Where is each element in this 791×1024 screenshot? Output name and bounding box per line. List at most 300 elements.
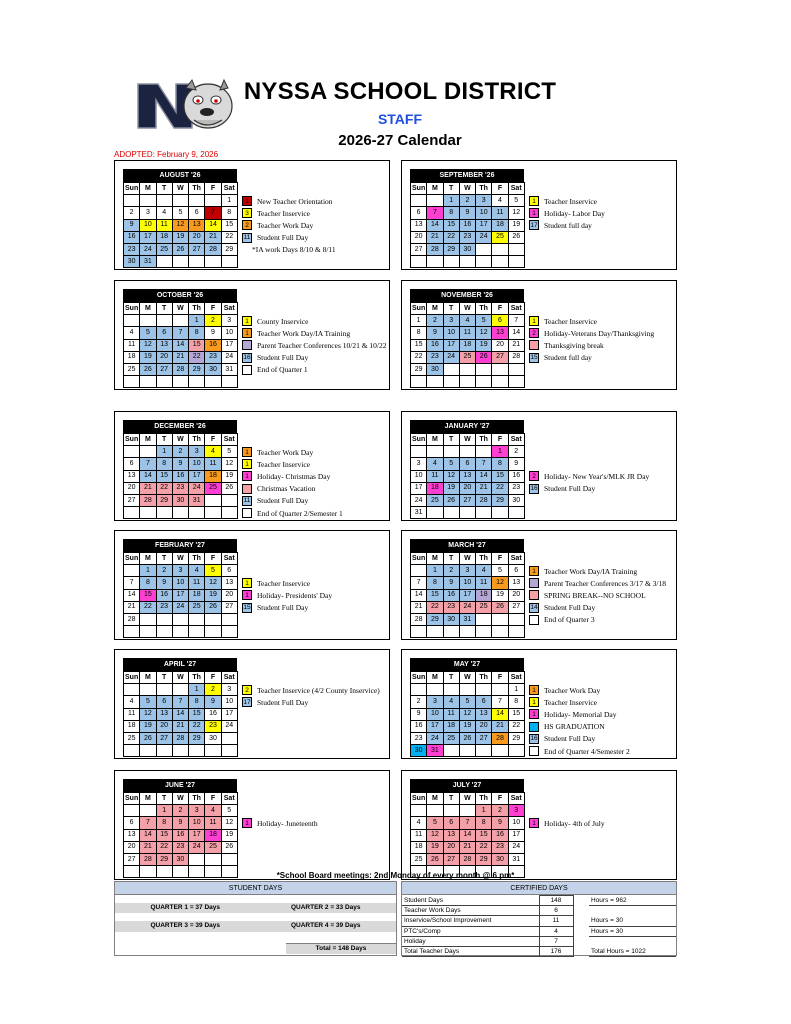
legend-swatch [529, 806, 534, 816]
calendar-day [411, 805, 427, 817]
legend-swatch [242, 340, 252, 350]
legend-swatch: 1 [242, 328, 252, 338]
calendar-day [492, 256, 508, 268]
calendar-day [459, 745, 475, 757]
calendar-day [443, 745, 459, 757]
calendar-day: 3 [221, 315, 237, 327]
calendar-day: 11 [205, 458, 221, 470]
calendar-day: 27 [124, 494, 140, 506]
calendar-day: 11 [156, 219, 172, 231]
calendar-day: 28 [205, 243, 221, 255]
legend-item [529, 458, 674, 470]
calendar-day: 3 [476, 195, 492, 207]
calendar-day [156, 256, 172, 268]
calendar-day: 18 [427, 482, 443, 494]
weekday-header: Sat [221, 183, 237, 195]
calendar-day: 29 [156, 853, 172, 865]
staff-subtitle: STAFF [377, 111, 423, 127]
calendar-day [508, 507, 524, 519]
calendar-day: 25 [205, 841, 221, 853]
calendar-day: 9 [508, 458, 524, 470]
calendar-day: 18 [156, 231, 172, 243]
calendar-day: 18 [459, 339, 475, 351]
month-title: OCTOBER '26 [123, 289, 237, 302]
certified-label: Inservice/School Improvement [402, 916, 539, 926]
calendar-day: 17 [427, 720, 443, 732]
calendar-day: 1 [221, 195, 237, 207]
calendar-day: 5 [443, 458, 459, 470]
certified-row [402, 916, 676, 926]
calendar-day: 14 [459, 829, 475, 841]
calendar-day: 9 [459, 207, 475, 219]
legend-item [529, 614, 674, 626]
weekday-header: Sun [124, 183, 140, 195]
calendar-day: 9 [124, 219, 140, 231]
calendar-day [140, 195, 156, 207]
calendar-day: 13 [411, 219, 427, 231]
calendar-day: 18 [411, 841, 427, 853]
calendar-day [492, 507, 508, 519]
calendar-day: 30 [459, 243, 475, 255]
month-calendar [123, 792, 238, 878]
calendar-day: 11 [459, 327, 475, 339]
calendar-day: 15 [492, 470, 508, 482]
weekday-header: Th [476, 553, 492, 565]
calendar-day [172, 626, 188, 638]
calendar-day [221, 256, 237, 268]
legend-label: Teacher Work Day/IA Training [257, 328, 351, 338]
calendar-day: 16 [205, 708, 221, 720]
weekday-header: Th [476, 793, 492, 805]
calendar-day: 14 [411, 589, 427, 601]
weekday-header: Th [189, 793, 205, 805]
calendar-day: 26 [492, 601, 508, 613]
calendar-day: 10 [459, 577, 475, 589]
month-legend [242, 565, 387, 614]
calendar-day [508, 256, 524, 268]
calendar-day: 14 [140, 470, 156, 482]
calendar-day [459, 256, 475, 268]
calendar-day: 13 [124, 470, 140, 482]
weekday-header: Sun [124, 672, 140, 684]
calendar-day: 3 [427, 696, 443, 708]
legend-label: SPRING BREAK--NO SCHOOL [544, 590, 646, 600]
calendar-day: 24 [189, 841, 205, 853]
calendar-day: 19 [172, 231, 188, 243]
legend-item [242, 232, 387, 244]
weekday-header: F [205, 303, 221, 315]
month-calendar [123, 182, 238, 268]
calendar-day: 28 [492, 732, 508, 744]
legend-swatch: 1 [529, 566, 539, 576]
calendar-day: 25 [427, 494, 443, 506]
legend-swatch: 1 [529, 208, 539, 218]
legend-item [242, 507, 387, 519]
calendar-day: 26 [443, 494, 459, 506]
weekday-header: F [205, 672, 221, 684]
legend-swatch: 1 [529, 818, 539, 828]
legend-label: Student Full Day [257, 697, 309, 707]
calendar-day: 25 [205, 482, 221, 494]
calendar-day: 13 [221, 577, 237, 589]
month-title: JUNE '27 [123, 779, 237, 792]
calendar-day: 19 [221, 470, 237, 482]
calendar-day: 30 [205, 732, 221, 744]
month-calendar [410, 671, 525, 757]
calendar-day: 3 [189, 446, 205, 458]
calendar-day [508, 626, 524, 638]
calendar-day: 2 [172, 805, 188, 817]
weekday-header: Sat [508, 303, 524, 315]
calendar-day: 12 [140, 339, 156, 351]
weekday-header: W [172, 434, 188, 446]
quarter-4: QUARTER 4 = 39 Days [290, 922, 361, 930]
calendar-day: 19 [508, 219, 524, 231]
calendar-day [124, 565, 140, 577]
calendar-day: 12 [172, 219, 188, 231]
calendar-day: 5 [427, 817, 443, 829]
calendar-day: 8 [427, 577, 443, 589]
calendar-day: 7 [172, 696, 188, 708]
calendar-day [172, 195, 188, 207]
calendar-day: 5 [221, 805, 237, 817]
calendar-day: 10 [411, 470, 427, 482]
calendar-day [492, 613, 508, 625]
month-panel [114, 649, 390, 759]
month-title: AUGUST '26 [123, 169, 237, 182]
calendar-day [156, 613, 172, 625]
calendar-day: 22 [427, 601, 443, 613]
calendar-day: 20 [476, 720, 492, 732]
legend-swatch: 16 [243, 354, 251, 362]
legend-item [242, 696, 387, 708]
legend-item [242, 352, 387, 364]
calendar-day [492, 745, 508, 757]
calendar-day: 20 [189, 231, 205, 243]
calendar-day [476, 507, 492, 519]
weekday-header: T [443, 793, 459, 805]
weekday-header: Th [189, 183, 205, 195]
calendar-day [172, 256, 188, 268]
month-legend [242, 446, 387, 519]
calendar-day: 7 [140, 458, 156, 470]
calendar-day: 28 [172, 363, 188, 375]
calendar-day: 2 [172, 446, 188, 458]
calendar-day: 31 [411, 507, 427, 519]
calendar-day: 19 [205, 589, 221, 601]
calendar-day: 6 [156, 696, 172, 708]
calendar-day: 24 [140, 243, 156, 255]
calendar-day: 19 [492, 589, 508, 601]
calendar-day: 16 [443, 589, 459, 601]
legend-item [529, 315, 674, 327]
legend-swatch: 2 [529, 471, 539, 481]
weekday-header: T [443, 303, 459, 315]
calendar-year-title: 2026-27 Calendar [338, 132, 462, 149]
legend-swatch: 14 [530, 604, 538, 612]
calendar-day: 21 [140, 482, 156, 494]
calendar-day: 30 [427, 363, 443, 375]
calendar-day: 10 [508, 817, 524, 829]
certified-hours: Total Hours = 1022 [589, 946, 676, 956]
calendar-day: 11 [492, 207, 508, 219]
calendar-day: 29 [221, 243, 237, 255]
certified-row [402, 946, 676, 956]
month-title: MARCH '27 [410, 539, 524, 552]
calendar-day: 1 [508, 684, 524, 696]
legend-label: Parent Teacher Conferences 3/17 & 3/18 [544, 578, 667, 588]
calendar-day: 16 [124, 231, 140, 243]
calendar-day: 6 [411, 207, 427, 219]
legend-item [242, 315, 387, 327]
calendar-day: 23 [427, 351, 443, 363]
calendar-day: 1 [476, 805, 492, 817]
legend-label: Teacher Work Day [544, 685, 601, 695]
calendar-day [156, 507, 172, 519]
calendar-day: 31 [140, 256, 156, 268]
calendar-day: 18 [205, 470, 221, 482]
calendar-day: 22 [189, 351, 205, 363]
calendar-day: 25 [443, 732, 459, 744]
calendar-day: 9 [172, 458, 188, 470]
calendar-day: 26 [476, 351, 492, 363]
weekday-header: T [156, 303, 172, 315]
legend-swatch [242, 245, 247, 255]
weekday-header: M [140, 672, 156, 684]
calendar-day: 11 [124, 708, 140, 720]
calendar-day: 21 [427, 231, 443, 243]
weekday-header: T [443, 553, 459, 565]
calendar-day: 24 [427, 732, 443, 744]
weekday-header: Th [476, 303, 492, 315]
legend-label: End of Quarter 3 [544, 615, 595, 625]
student-days-total: Total = 148 Days [286, 943, 396, 954]
calendar-day: 6 [508, 565, 524, 577]
calendar-day: 22 [492, 482, 508, 494]
calendar-day [427, 256, 443, 268]
calendar-day: 13 [459, 470, 475, 482]
calendar-day: 4 [156, 207, 172, 219]
legend-label: Student Full Day [544, 734, 596, 744]
calendar-day: 5 [140, 696, 156, 708]
legend-item [529, 219, 674, 231]
calendar-day: 25 [492, 231, 508, 243]
calendar-day [124, 195, 140, 207]
calendar-day: 14 [508, 327, 524, 339]
legend-label: Student full day [544, 353, 592, 363]
calendar-day [156, 376, 172, 388]
calendar-day [205, 376, 221, 388]
weekday-header: M [427, 183, 443, 195]
calendar-day [476, 363, 492, 375]
calendar-day: 19 [221, 829, 237, 841]
calendar-day: 29 [476, 853, 492, 865]
calendar-day: 25 [124, 363, 140, 375]
weekday-header: Sat [221, 672, 237, 684]
calendar-day [124, 315, 140, 327]
legend-label: Holiday- Christmas Day [257, 471, 331, 481]
calendar-day [189, 507, 205, 519]
calendar-day [427, 195, 443, 207]
weekday-header: M [140, 434, 156, 446]
calendar-day: 20 [443, 841, 459, 853]
calendar-day: 12 [221, 458, 237, 470]
calendar-day: 21 [411, 601, 427, 613]
quarter-3: QUARTER 3 = 39 Days [150, 922, 221, 930]
calendar-day: 12 [492, 577, 508, 589]
legend-swatch: 1 [242, 578, 252, 588]
weekday-header: T [443, 183, 459, 195]
calendar-day: 13 [508, 577, 524, 589]
weekday-header: W [172, 553, 188, 565]
legend-label: Teacher Inservice [544, 316, 597, 326]
calendar-day [156, 745, 172, 757]
calendar-day: 7 [427, 207, 443, 219]
weekday-header: M [427, 672, 443, 684]
legend-label: Holiday- New Year's/MLK JR Day [544, 471, 650, 481]
certified-hours: Hours = 30 [589, 926, 676, 936]
calendar-day: 13 [156, 708, 172, 720]
legend-label: Teacher Inservice [544, 196, 597, 206]
calendar-day: 21 [476, 482, 492, 494]
calendar-day [172, 684, 188, 696]
weekday-header: F [492, 434, 508, 446]
legend-label: Student Full Day [544, 603, 596, 613]
calendar-day [221, 853, 237, 865]
weekday-header: Sat [508, 434, 524, 446]
calendar-day: 15 [140, 589, 156, 601]
calendar-day [189, 195, 205, 207]
calendar-day [124, 745, 140, 757]
certified-label: Holiday [402, 936, 539, 946]
calendar-day: 4 [476, 565, 492, 577]
calendar-day [476, 256, 492, 268]
calendar-day [189, 853, 205, 865]
calendar-day: 22 [156, 482, 172, 494]
certified-label: Student Days [402, 896, 539, 906]
student-days-heading: STUDENT DAYS [115, 882, 396, 895]
legend-item [529, 352, 674, 364]
legend-swatch [529, 340, 539, 350]
certified-label: Total Teacher Days [402, 946, 539, 956]
calendar-day: 2 [492, 805, 508, 817]
certified-label: PTC's/Comp [402, 926, 539, 936]
calendar-day [427, 805, 443, 817]
calendar-day: 17 [443, 339, 459, 351]
calendar-day: 25 [459, 351, 475, 363]
legend-label: End of Quarter 1 [257, 365, 308, 375]
calendar-day: 16 [205, 339, 221, 351]
legend-item [529, 721, 674, 733]
weekday-header: W [172, 793, 188, 805]
month-legend [242, 805, 387, 829]
month-title: APRIL '27 [123, 658, 237, 671]
calendar-day: 29 [189, 363, 205, 375]
calendar-day: 18 [443, 720, 459, 732]
legend-swatch: 16 [530, 485, 538, 493]
legend-swatch [529, 746, 539, 756]
calendar-day: 9 [156, 577, 172, 589]
calendar-day: 26 [221, 482, 237, 494]
legend-item [242, 364, 387, 376]
calendar-day: 5 [508, 195, 524, 207]
calendar-day [411, 626, 427, 638]
calendar-day: 27 [476, 732, 492, 744]
calendar-day [156, 626, 172, 638]
weekday-header: T [156, 434, 172, 446]
calendar-day [140, 684, 156, 696]
calendar-day: 1 [156, 805, 172, 817]
calendar-day [189, 626, 205, 638]
calendar-day: 17 [476, 219, 492, 231]
month-legend [529, 684, 674, 757]
calendar-day: 16 [492, 829, 508, 841]
calendar-day: 28 [124, 613, 140, 625]
legend-item [529, 483, 674, 495]
calendar-day: 23 [492, 841, 508, 853]
calendar-day: 6 [189, 207, 205, 219]
calendar-day: 24 [189, 482, 205, 494]
calendar-day: 1 [427, 565, 443, 577]
legend-item [529, 565, 674, 577]
legend-label: New Teacher Orientation [257, 196, 333, 206]
legend-item [242, 577, 387, 589]
calendar-day [508, 376, 524, 388]
calendar-day: 22 [508, 720, 524, 732]
weekday-header: F [492, 553, 508, 565]
legend-swatch: 1 [242, 196, 252, 206]
calendar-day [427, 684, 443, 696]
legend-label: Parent Teacher Conferences 10/21 & 10/22 [257, 340, 387, 350]
legend-item [242, 483, 387, 495]
calendar-day [172, 745, 188, 757]
calendar-day: 4 [427, 458, 443, 470]
calendar-day: 15 [189, 339, 205, 351]
calendar-day: 19 [459, 720, 475, 732]
calendar-day: 15 [189, 708, 205, 720]
calendar-day: 6 [476, 696, 492, 708]
calendar-day: 8 [156, 817, 172, 829]
calendar-day: 9 [205, 696, 221, 708]
calendar-day: 3 [443, 315, 459, 327]
calendar-day [221, 507, 237, 519]
month-panel [401, 160, 677, 270]
calendar-day: 25 [411, 853, 427, 865]
calendar-day: 5 [459, 696, 475, 708]
calendar-day: 15 [476, 829, 492, 841]
legend-swatch [529, 722, 539, 732]
calendar-day: 9 [172, 817, 188, 829]
calendar-day: 23 [156, 601, 172, 613]
calendar-day: 17 [508, 829, 524, 841]
calendar-day [172, 613, 188, 625]
calendar-day: 28 [411, 613, 427, 625]
calendar-day [476, 613, 492, 625]
calendar-day [427, 626, 443, 638]
calendar-day [476, 446, 492, 458]
calendar-day: 30 [411, 745, 427, 757]
weekday-header: M [140, 553, 156, 565]
calendar-day: 15 [508, 708, 524, 720]
calendar-day: 23 [459, 231, 475, 243]
weekday-header: Sun [411, 672, 427, 684]
legend-swatch: 1 [529, 697, 539, 707]
calendar-day [411, 376, 427, 388]
legend-swatch: 11 [243, 497, 251, 505]
legend-item [529, 327, 674, 339]
calendar-day: 6 [156, 327, 172, 339]
legend-swatch: 11 [243, 234, 251, 242]
